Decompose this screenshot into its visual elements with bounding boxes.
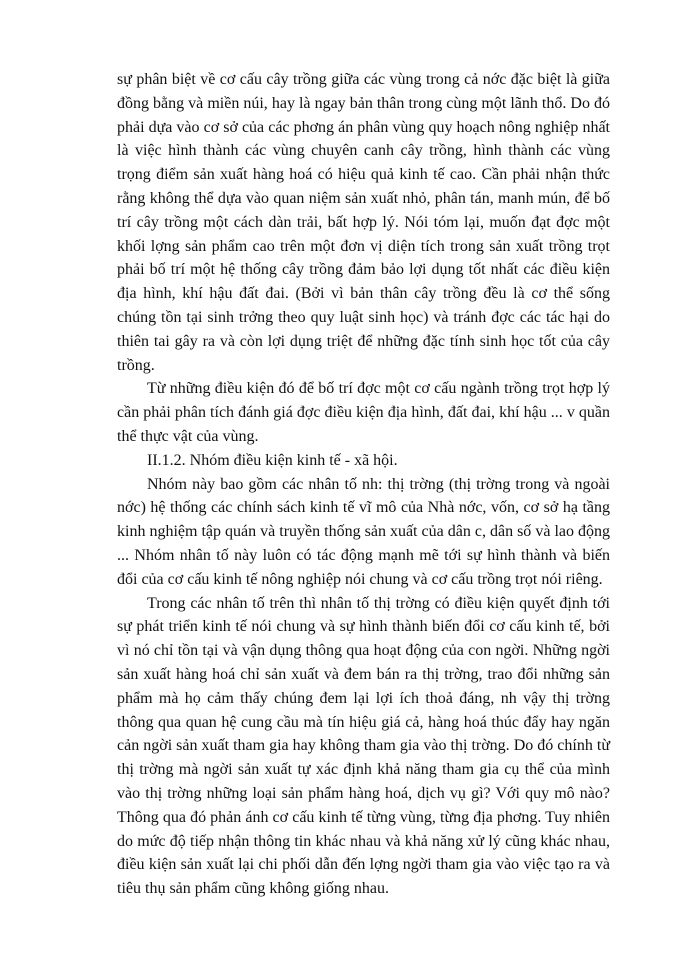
paragraph-3: Nhóm này bao gồm các nhân tố nh: thị trờng (thị trờng trong và ngoài nớc) hệ thống các chính sách kinh tế vĩ mô của Nhà nớc, vốn, cơ sở hạ tầng kinh nghiệm tập quán và truyền thống sản xuất của dân c, dân số và lao động ... Nhóm nhân tố này luôn có tác động mạnh mẽ tới sự hình thành và biến đổi của cơ cấu kinh tế nông nghiệp nói chung và cơ cấu trồng trọt nói riêng. <box>117 475 610 588</box>
section-heading: II.1.2. Nhóm điều kiện kinh tế - xã hội. <box>147 451 398 469</box>
paragraph-1: sự phân biệt về cơ cấu cây trồng giữa các vùng trong cả nớc đặc biệt là giữa đồng bằng và miền núi, hay là ngay bản thân trong cùng một lãnh thổ. Do đó phải dựa vào cơ sở của các phơng án phân vùng quy hoạch nông nghiệp nhất là việc hình thành các vùng chuyên canh cây trồng, hình thành các vùng trọng điểm sản xuất hàng hoá có hiệu quả kinh tế cao. Cần phải nhận thức rằng không thể dựa vào quan niệm sản xuất nhỏ, phân tán, manh mún, để bố trí cây trồng một cách dàn trải, bất hợp lý. Nói tóm lại, muốn đạt đợc một khối lợng sản phẩm cao trên một đơn vị diện tích trong sản xuất trồng trọt phải bố trí một hệ thống cây trồng đảm bảo lợi dụng tốt nhất các điều kiện địa hình, khí hậu đất đai. (Bởi vì bản thân cây trồng đều là cơ thể sống chúng tồn tại sinh trởng theo quy luật sinh học) và tránh đợc các tác hại do thiên tai gây ra và còn lợi dụng triệt để những đặc tính sinh học tốt của cây trồng. <box>117 71 610 374</box>
paragraph-2: Từ những điều kiện đó để bố trí đợc một cơ cấu ngành trồng trọt hợp lý cần phải phân tích đánh giá đợc điều kiện địa hình, đất đai, khí hậu ... v quần thể thực vật của vùng. <box>117 380 610 445</box>
paragraph-4: Trong các nhân tố trên thì nhân tố thị trờng có điều kiện quyết định tới sự phát triển kinh tế nói chung và sự hình thành biến đổi cơ cấu kinh tế, bởi vì nó chỉ tồn tại và vận dụng thông qua hoạt động của con ngời. Những ngời sản xuất hàng hoá chỉ sản xuất và đem bán ra thị trờng, trao đổi những sản phẩm mà họ cảm thấy chúng đem lại lợi ích thoả đáng, nh vậy thị trờng thông qua quan hệ cung cầu mà tín hiệu giá cả, hàng hoá thúc đẩy hay ngăn cản ngời sản xuất tham gia hay không tham gia vào thị trờng. Do đó chính từ thị trờng mà ngời sản xuất tự xác định khả năng tham gia cụ thể của mình vào thị trờng những loại sản phẩm hàng hoá, dịch vụ gì? Với quy mô nào? Thông qua đó phản ánh cơ cấu kinh tế từng vùng, từng địa phơng. Tuy nhiên do mức độ tiếp nhận thông tin khác nhau và khả năng xử lý cũng khác nhau, điều kiện sản xuất lại chi phối dẫn đến lợng ngời tham gia vào việc tạo ra và tiêu thụ sản phẩm cũng không giống nhau. <box>117 594 610 898</box>
document-body <box>117 68 610 901</box>
